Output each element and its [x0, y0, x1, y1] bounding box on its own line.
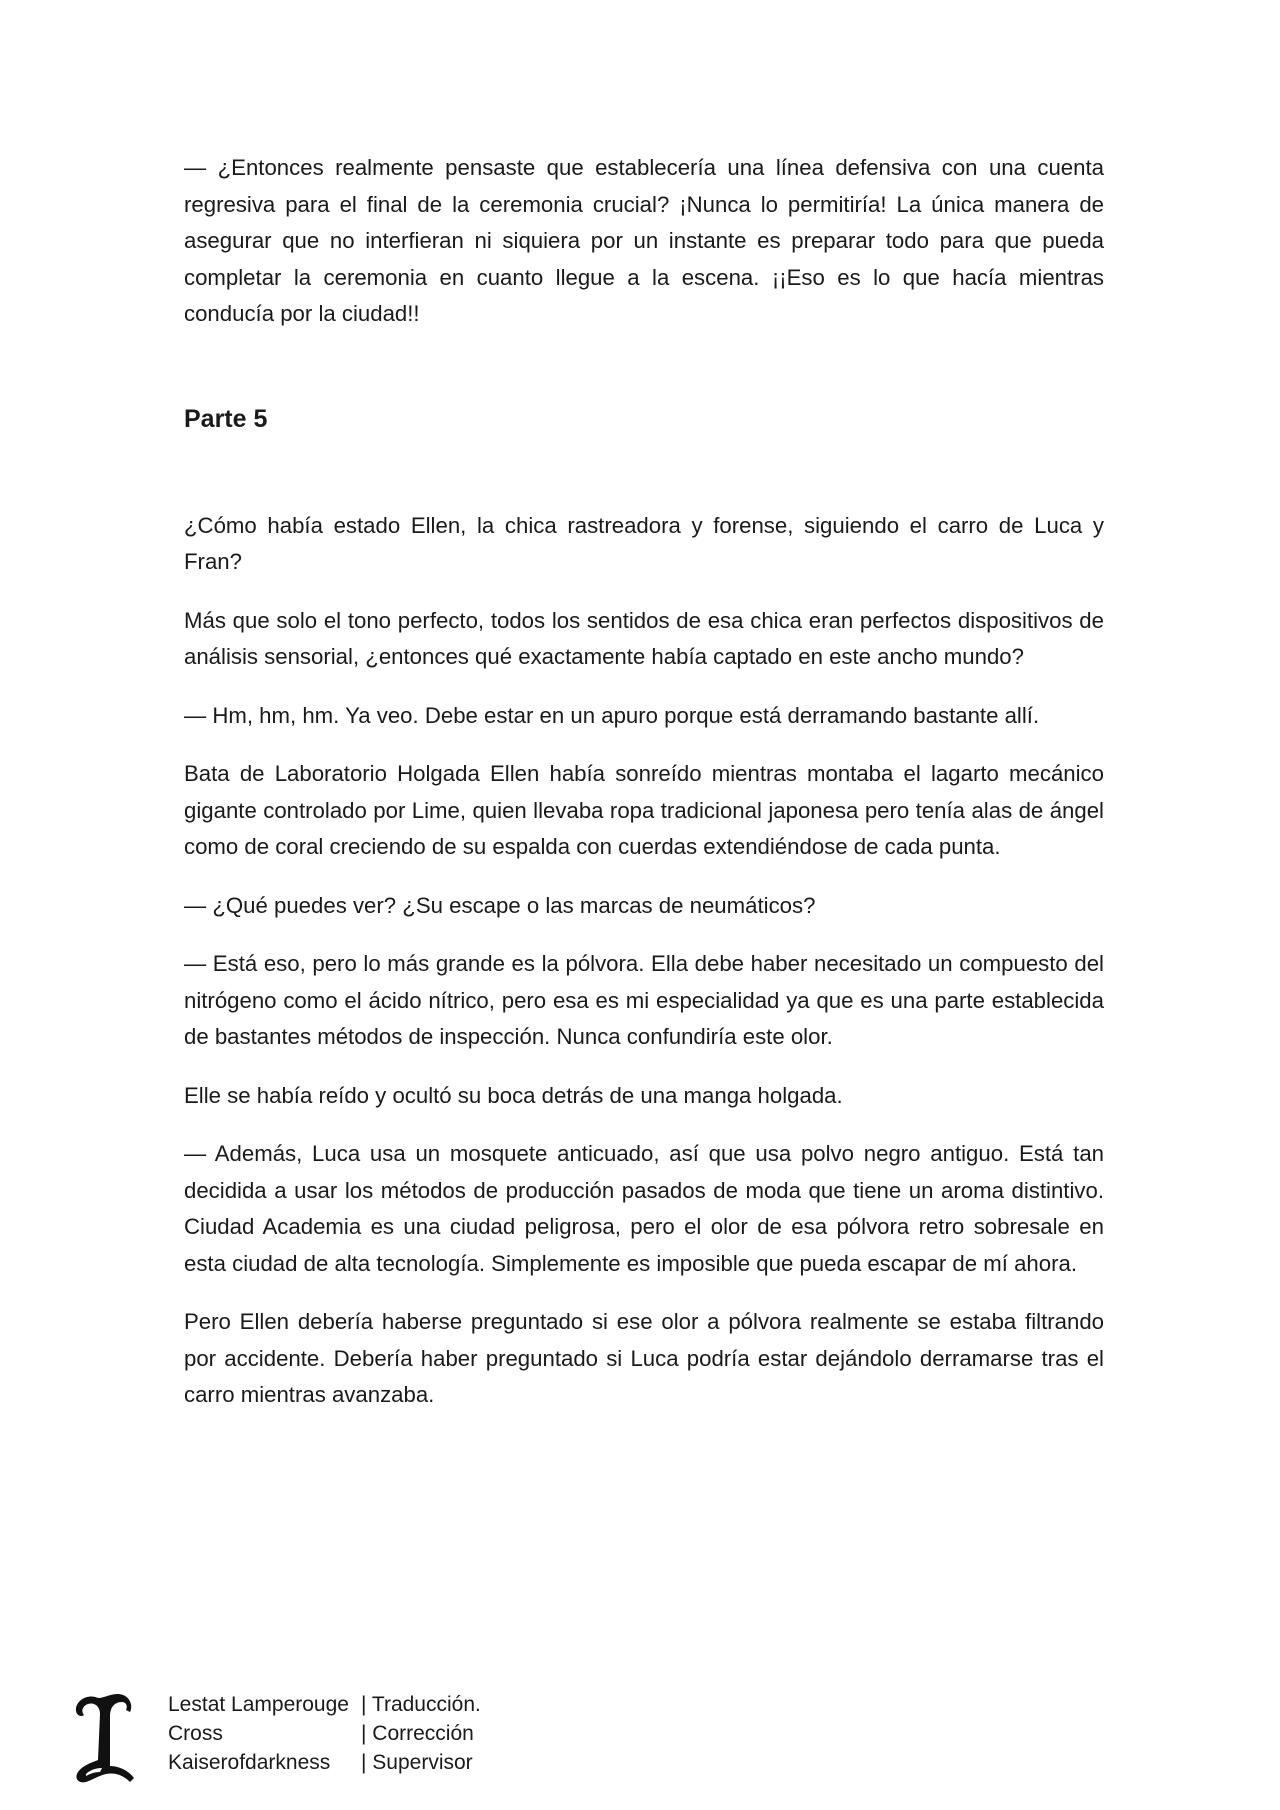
paragraph-6: — Está eso, pero lo más grande es la pólvora. Ella debe haber necesitado un compuesto del nitrógeno como el ácido nítrico, pero esa es mi especialidad ya que es una parte establecida de bastantes métodos de inspección. Nunca confundiría este olor.	[184, 951, 1104, 1049]
paragraph-4: Bata de Laboratorio Holgada Ellen había sonreído mientras montaba el lagarto mecánico gigante controlado por Lime, quien llevaba ropa tradicional japonesa pero tenía alas de ángel como de coral creciendo de su espalda con cuerdas extendiéndose de cada punta.	[184, 761, 1104, 859]
paragraph-9: Pero Ellen debería haberse preguntado si ese olor a pólvora realmente se estaba filtrando por accidente. Debería haber preguntado si Luca podría estar dejándolo derramarse tras el carro mientras avanzaba.	[184, 1309, 1104, 1407]
paragraph-8: — Además, Luca usa un mosquete anticuado, así que usa polvo negro antiguo. Está tan decidida a usar los métodos de producción pasados de moda que tiene un aroma distintivo. Ciudad Academia es una ciudad peligrosa, pero el olor de esa pólvora retro sobresale en esta ciudad de alta tecnología. Simplemente es imposible que pueda escapar de mí ahora.	[184, 1141, 1104, 1276]
intro-paragraph: — ¿Entonces realmente pensaste que establecería una línea defensiva con una cuenta regresiva para el final de la ceremonia crucial? ¡Nunca lo permitiría! La única manera de asegurar que no interfieran ni siquiera por un instante es preparar todo para que pueda completar la ceremonia en cuanto llegue a la escena. ¡¡Eso es lo que hacía mientras conducía por la ciudad!!	[184, 155, 1104, 326]
credits-list	[168, 1690, 481, 1777]
credit-role: | Corrección	[361, 1722, 474, 1745]
credit-role: | Supervisor	[361, 1751, 473, 1774]
credit-row	[168, 1719, 481, 1748]
credit-name: Kaiserofdarkness	[168, 1751, 331, 1774]
paragraph-7: Elle se había reído y ocultó su boca detrás de una manga holgada.	[184, 1082, 843, 1108]
paragraph-5: — ¿Qué puedes ver? ¿Su escape o las marcas de neumáticos?	[184, 892, 816, 918]
credit-row	[168, 1748, 481, 1777]
document-body	[184, 150, 1104, 1414]
gothic-l-logo-icon	[68, 1690, 136, 1790]
section-heading: Parte 5	[184, 404, 268, 433]
credit-row	[168, 1690, 481, 1719]
paragraph-2: Más que solo el tono perfecto, todos los sentidos de esa chica eran perfectos dispositivos de análisis sensorial, ¿entonces qué exactamente había captado en este ancho mundo?	[184, 607, 1104, 669]
paragraph-1: ¿Cómo había estado Ellen, la chica rastreadora y forense, siguiendo el carro de Luca y Fran?	[184, 512, 1104, 574]
credit-name: Cross	[168, 1722, 223, 1745]
credit-role: | Traducción.	[361, 1693, 481, 1716]
credit-name: Lestat Lamperouge	[168, 1693, 349, 1716]
paragraph-3: — Hm, hm, hm. Ya veo. Debe estar en un apuro porque está derramando bastante allí.	[184, 702, 1040, 728]
